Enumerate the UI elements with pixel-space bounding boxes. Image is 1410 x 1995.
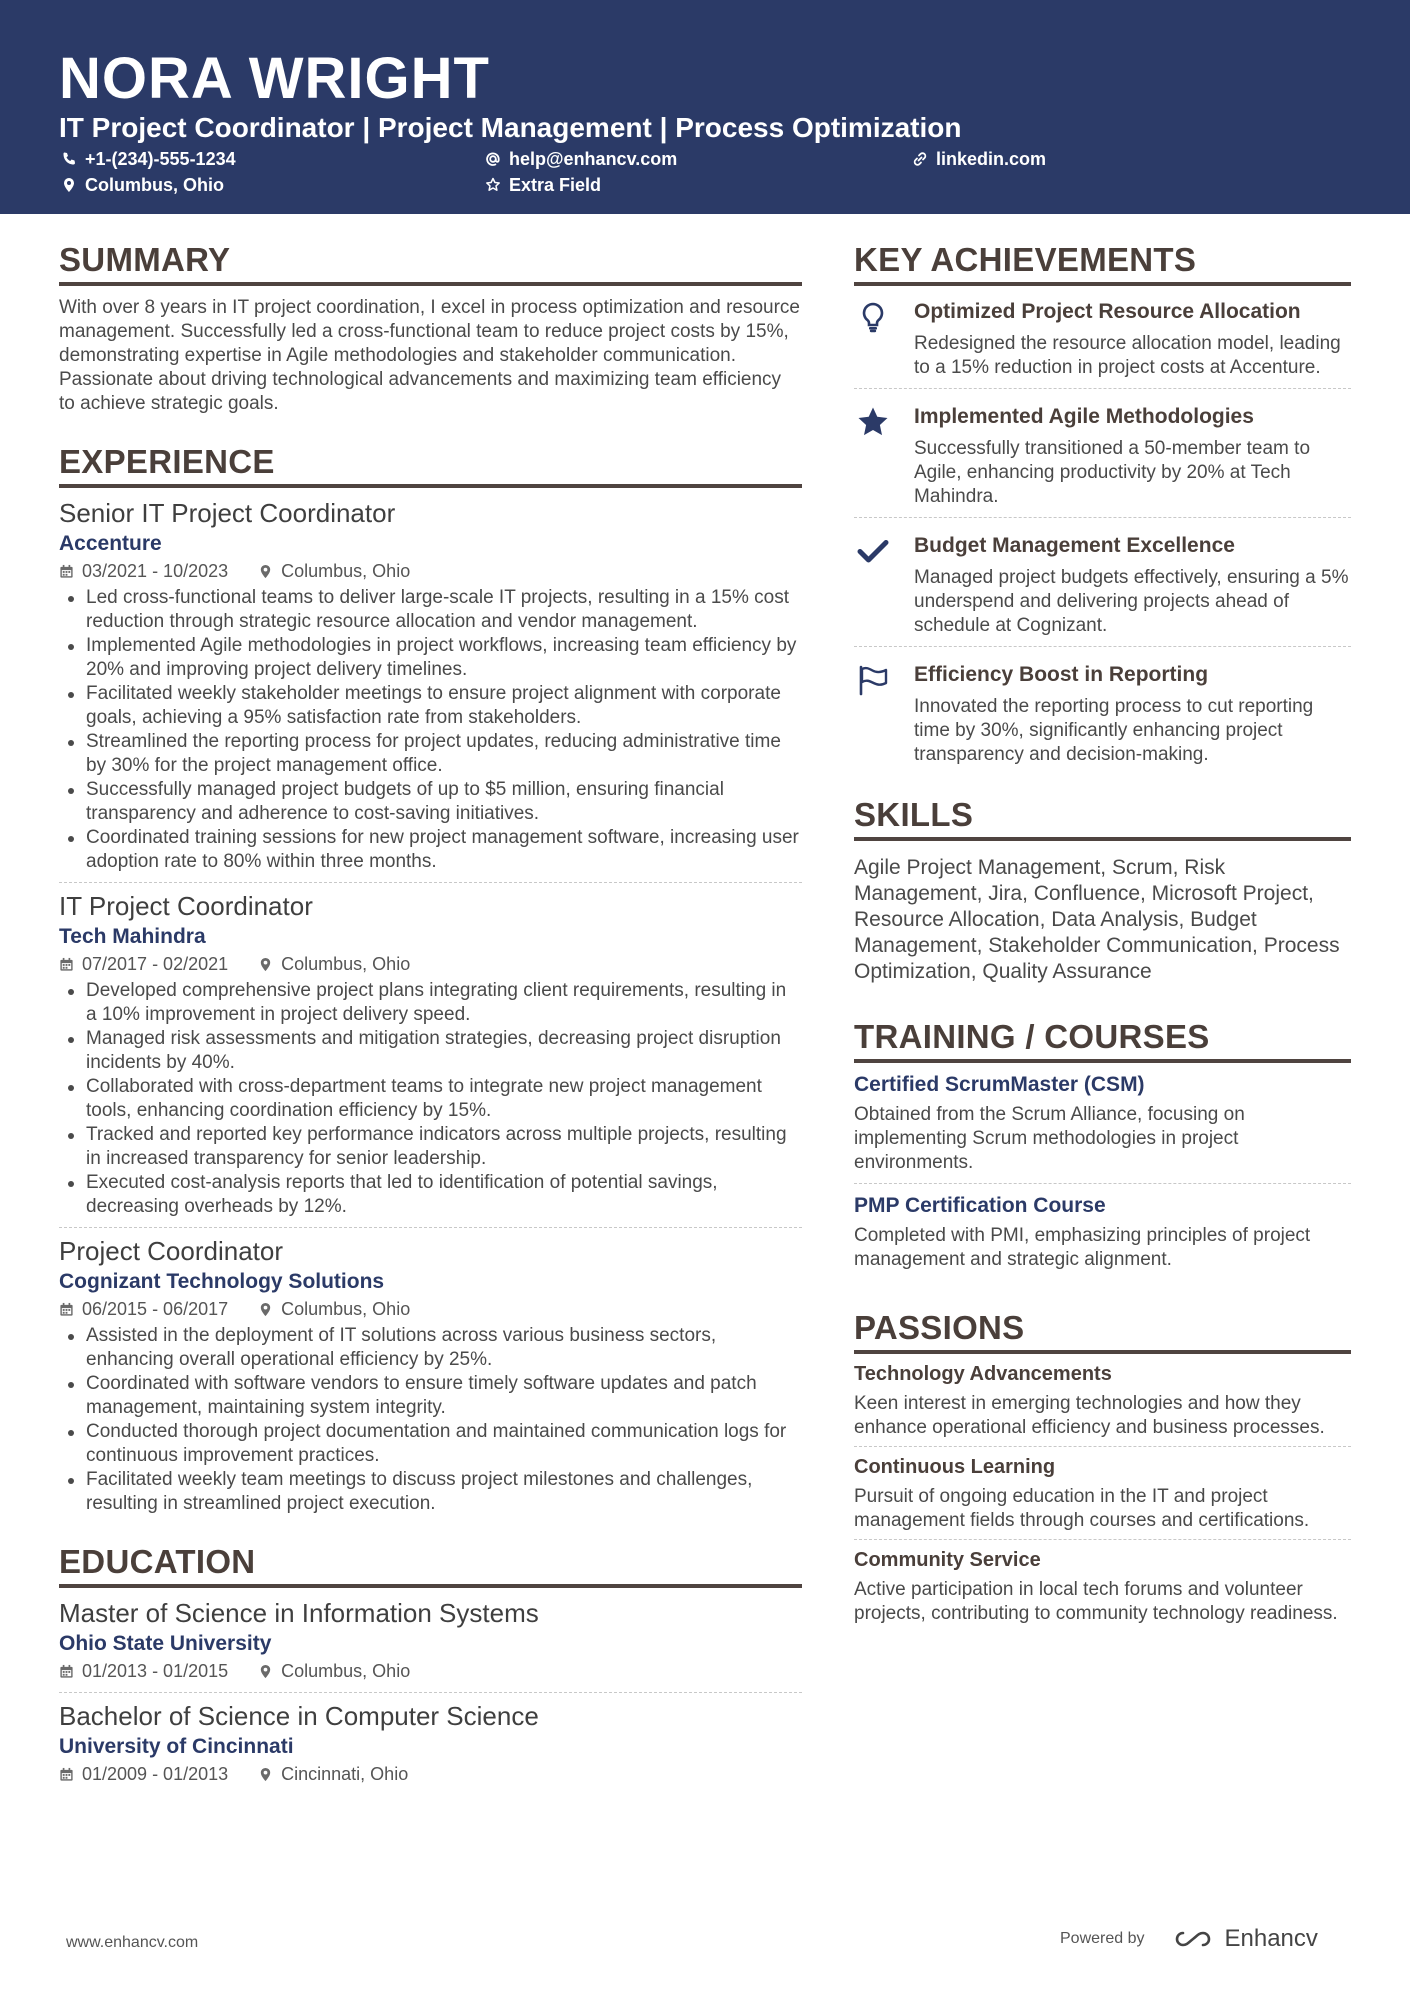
resume-header	[0, 0, 1410, 214]
passion-title: Community Service	[854, 1549, 1041, 1571]
course-title: Certified ScrumMaster (CSM)	[854, 1073, 1145, 1096]
achievement-text: Innovated the reporting process to cut reporting time by 30%, significantly enhancing project transparency and decision-making.	[914, 696, 1314, 765]
contact-extra	[485, 173, 601, 197]
powered-by-label: Powered by	[1060, 1930, 1145, 1947]
job-bullets	[59, 1324, 802, 1516]
job-bullet: Coordinated with software vendors to ensure timely software updates and patch management, maintaining system integrity.	[59, 1372, 802, 1420]
job-dates: 06/2015 - 06/2017	[82, 1299, 229, 1319]
location-pin-icon	[258, 564, 273, 579]
achievement-item	[854, 286, 1351, 389]
job-bullet: Tracked and reported key performance indicators across multiple projects, resulting in increased transparency for senior leadership.	[59, 1123, 802, 1171]
job-role: Project Coordinator	[59, 1236, 283, 1266]
education-dates: 01/2013 - 01/2015	[82, 1661, 229, 1681]
calendar-icon	[59, 957, 74, 972]
contact-phone[interactable]	[61, 147, 236, 171]
contact-linkedin[interactable]	[912, 147, 1046, 171]
education-school: Ohio State University	[59, 1632, 272, 1655]
flag-icon	[856, 663, 890, 697]
linkedin-text: linkedin.com	[936, 149, 1047, 169]
achievement-item	[854, 647, 1351, 775]
job-meta	[59, 558, 802, 584]
at-icon	[485, 151, 501, 167]
passion-item	[854, 1540, 1351, 1632]
link-icon	[912, 151, 928, 167]
summary-text: With over 8 years in IT project coordination, I excel in process optimization and resource management. Successfully led a cross-functional team to reduce project costs by 15%, demonstrating expertise in Agile methodologies and stakeholder communication. Passionate about driving technological advancements and maximizing team efficiency to achieve strategic goals.	[59, 297, 800, 414]
job-bullets	[59, 979, 802, 1219]
passions-heading: PASSIONS	[854, 1308, 1351, 1354]
contact-location	[61, 173, 224, 197]
extra-field-text: Extra Field	[509, 175, 602, 195]
achievement-title: Optimized Project Resource Allocation	[914, 300, 1301, 323]
job-bullet: Executed cost-analysis reports that led to identification of potential savings, decreasing overheads by 12%.	[59, 1171, 802, 1219]
left-column	[59, 240, 802, 1795]
location-pin-icon	[258, 957, 273, 972]
location-pin-icon	[258, 1767, 273, 1782]
training-heading: TRAINING / COURSES	[854, 1017, 1351, 1063]
education-dates: 01/2009 - 01/2013	[82, 1764, 229, 1784]
achievement-text: Redesigned the resource allocation model, leading to a 15% reduction in project costs at Accenture.	[914, 333, 1341, 378]
job-bullet: Coordinated training sessions for new project management software, increasing user adoption rate to 80% within three months.	[59, 826, 802, 874]
experience-entry	[59, 488, 802, 883]
enhancv-logo-icon	[1171, 1927, 1217, 1951]
education-heading: EDUCATION	[59, 1542, 802, 1588]
job-bullet: Led cross-functional teams to deliver large-scale IT projects, resulting in a 15% cost reduction through strategic resource allocation and vendor management.	[59, 586, 802, 634]
job-bullets	[59, 586, 802, 874]
job-company: Cognizant Technology Solutions	[59, 1270, 385, 1293]
job-bullet: Streamlined the reporting process for project updates, reducing administrative time by 30% for the project management office.	[59, 730, 802, 778]
footer-branding	[1060, 1925, 1318, 1953]
education-meta	[59, 1761, 802, 1787]
education-school: University of Cincinnati	[59, 1735, 294, 1758]
enhancv-logo[interactable]	[1171, 1925, 1318, 1953]
passion-title: Continuous Learning	[854, 1456, 1056, 1478]
checkmark-icon	[856, 534, 890, 568]
calendar-icon	[59, 1664, 74, 1679]
job-bullet: Managed risk assessments and mitigation strategies, decreasing project disruption incidents by 40%.	[59, 1027, 802, 1075]
location-pin-icon	[61, 177, 77, 193]
summary-heading: SUMMARY	[59, 240, 802, 286]
education-degree: Master of Science in Information Systems	[59, 1598, 539, 1628]
brand-text: Enhancv	[1224, 1925, 1318, 1952]
right-column	[854, 240, 1351, 1632]
job-company: Accenture	[59, 532, 162, 555]
job-bullet: Conducted thorough project documentation and maintained communication logs for continuous improvement practices.	[59, 1420, 802, 1468]
job-role: Senior IT Project Coordinator	[59, 498, 396, 528]
education-entry	[59, 1693, 802, 1795]
contact-email[interactable]	[485, 147, 677, 171]
job-bullet: Facilitated weekly stakeholder meetings to ensure project alignment with corporate goals, achieving a 95% satisfaction rate from stakeholders.	[59, 682, 802, 730]
passion-text: Pursuit of ongoing education in the IT and project management fields through courses and certifications.	[854, 1486, 1310, 1531]
education-entry	[59, 1588, 802, 1693]
job-meta	[59, 1296, 802, 1322]
job-company: Tech Mahindra	[59, 925, 206, 948]
job-bullet: Successfully managed project budgets of up to $5 million, ensuring financial transparency and adherence to cost-saving initiatives.	[59, 778, 802, 826]
location-pin-icon	[258, 1302, 273, 1317]
location-text: Columbus, Ohio	[85, 175, 224, 195]
star-outline-icon	[485, 177, 501, 193]
experience-heading: EXPERIENCE	[59, 442, 802, 488]
course-item	[854, 1063, 1351, 1184]
star-icon	[856, 405, 890, 439]
achievement-text: Successfully transitioned a 50-member team to Agile, enhancing productivity by 20% at Tech Mahindra.	[914, 438, 1311, 507]
job-dates: 03/2021 - 10/2023	[82, 561, 229, 581]
job-bullet: Facilitated weekly team meetings to discuss project milestones and challenges, resulting in streamlined project execution.	[59, 1468, 802, 1516]
phone-text: +1-(234)-555-1234	[85, 149, 236, 169]
job-bullet: Implemented Agile methodologies in project workflows, increasing team efficiency by 20% and improving project delivery timelines.	[59, 634, 802, 682]
achievement-title: Budget Management Excellence	[914, 534, 1235, 557]
course-item	[854, 1184, 1351, 1280]
course-text: Obtained from the Scrum Alliance, focusing on implementing Scrum methodologies in project environments.	[854, 1104, 1245, 1173]
calendar-icon	[59, 1767, 74, 1782]
education-meta	[59, 1658, 802, 1684]
job-bullet: Developed comprehensive project plans integrating client requirements, resulting in a 10% improvement in project delivery speed.	[59, 979, 802, 1027]
achievement-title: Efficiency Boost in Reporting	[914, 663, 1209, 686]
passion-item	[854, 1447, 1351, 1540]
skills-text: Agile Project Management, Scrum, Risk Management, Jira, Confluence, Microsoft Project, Resource Allocation, Data Analysis, Budget Management, Stakeholder Communication, Process Optimization, Quality Assurance	[854, 856, 1340, 983]
course-title: PMP Certification Course	[854, 1194, 1106, 1217]
achievement-item	[854, 518, 1351, 647]
education-location: Cincinnati, Ohio	[281, 1764, 409, 1784]
experience-entry	[59, 883, 802, 1228]
passion-item	[854, 1354, 1351, 1447]
job-role: IT Project Coordinator	[59, 891, 313, 921]
education-location: Columbus, Ohio	[281, 1661, 411, 1681]
calendar-icon	[59, 564, 74, 579]
education-degree: Bachelor of Science in Computer Science	[59, 1701, 539, 1731]
calendar-icon	[59, 1302, 74, 1317]
job-meta	[59, 951, 802, 977]
footer-website[interactable]: www.enhancv.com	[66, 1934, 199, 1951]
candidate-title: IT Project Coordinator | Project Management | Process Optimization	[59, 112, 962, 143]
email-text: help@enhancv.com	[509, 149, 678, 169]
job-dates: 07/2017 - 02/2021	[82, 954, 229, 974]
passion-text: Keen interest in emerging technologies and how they enhance operational efficiency and business processes.	[854, 1393, 1325, 1438]
job-location: Columbus, Ohio	[281, 954, 411, 974]
course-text: Completed with PMI, emphasizing principles of project management and strategic alignment.	[854, 1225, 1311, 1270]
achievement-text: Managed project budgets effectively, ensuring a 5% underspend and delivering projects ahead of schedule at Cognizant.	[914, 567, 1349, 636]
passion-text: Active participation in local tech forums and volunteer projects, contributing to community technology readiness.	[854, 1579, 1338, 1624]
job-location: Columbus, Ohio	[281, 1299, 411, 1319]
achievement-title: Implemented Agile Methodologies	[914, 405, 1254, 428]
phone-icon	[61, 151, 77, 167]
passion-title: Technology Advancements	[854, 1363, 1112, 1385]
skills-heading: SKILLS	[854, 795, 1351, 841]
achievement-item	[854, 389, 1351, 518]
experience-entry	[59, 1228, 802, 1524]
job-location: Columbus, Ohio	[281, 561, 411, 581]
candidate-name: NORA WRIGHT	[59, 46, 490, 111]
job-bullet: Collaborated with cross-department teams to integrate new project management tools, enhancing coordination efficiency by 15%.	[59, 1075, 802, 1123]
job-bullet: Assisted in the deployment of IT solutions across various business sectors, enhancing overall operational efficiency by 25%.	[59, 1324, 802, 1372]
lightbulb-icon	[856, 300, 890, 334]
achievements-heading: KEY ACHIEVEMENTS	[854, 240, 1351, 286]
location-pin-icon	[258, 1664, 273, 1679]
